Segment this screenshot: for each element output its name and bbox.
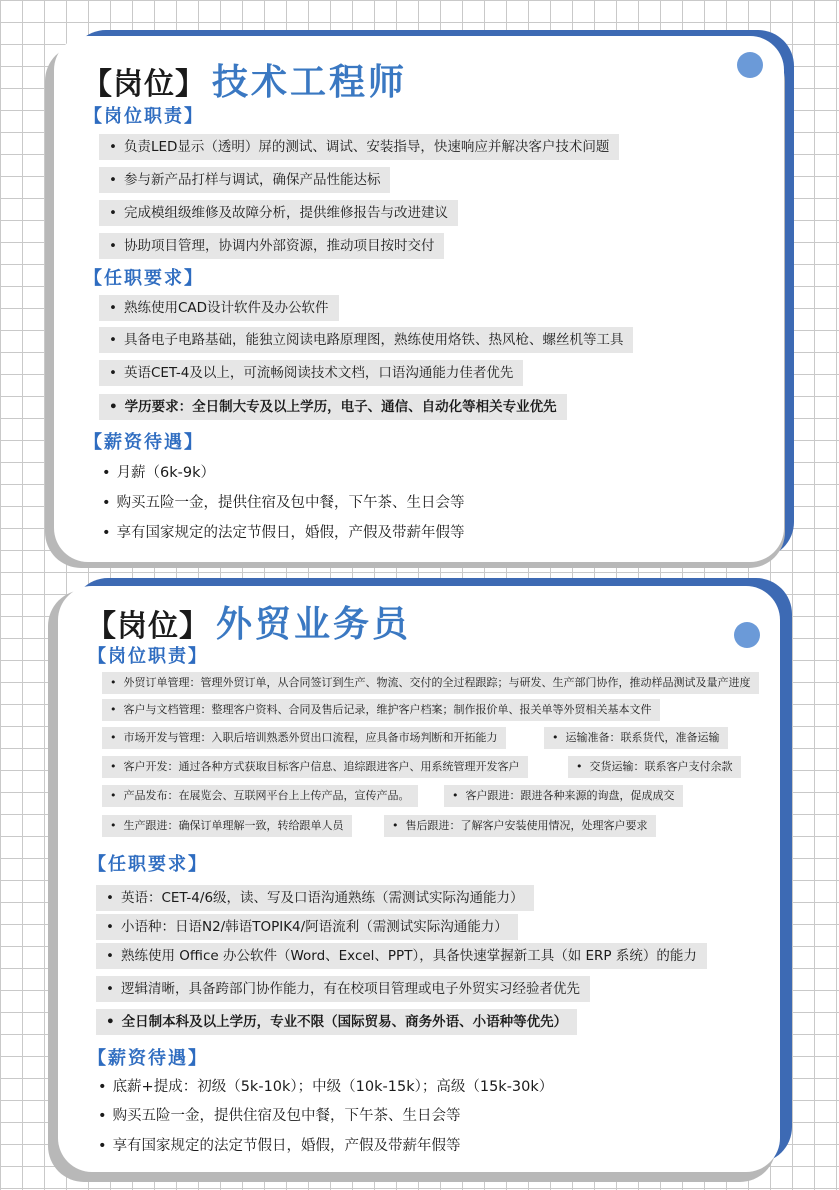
pay-item: • 享有国家规定的法定节假日，婚假，产假及带薪年假等 (98, 1138, 461, 1154)
duty-item: • 负责LED显示（透明）屏的测试、调试、安装指导，快速响应并解决客户技术问题 (99, 134, 619, 160)
pay-item: • 月薪（6k-9k） (102, 465, 216, 481)
duty-item: • 外贸订单管理：管理外贸订单，从合同签订到生产、物流、交付的全过程跟踪；与研发、生产部门协作，推动样品测试及量产进度 (102, 672, 759, 694)
pay-item: • 购买五险一金，提供住宿及包中餐，下午茶、生日会等 (102, 495, 465, 511)
duty-item: • 生产跟进：确保订单理解一致，转给跟单人员 (102, 815, 352, 837)
duty-item: • 产品发布：在展览会、互联网平台上上传产品，宣传产品。 (102, 785, 418, 807)
duty-item: • 交货运输：联系客户支付余款 (568, 756, 741, 778)
job-title: 技术工程师 (212, 62, 408, 103)
requirement-item: • 具备电子电路基础，能独立阅读电路原理图，熟练使用烙铁、热风枪、螺丝机等工具 (99, 327, 633, 353)
section-title-duties: 【岗位职责】 (84, 106, 204, 127)
requirement-item: • 熟练使用CAD设计软件及办公软件 (99, 295, 339, 321)
section-title-duties: 【岗位职责】 (88, 646, 208, 667)
card-title (86, 596, 411, 647)
requirement-item: • 英语：CET-4/6级，读、写及口语沟通熟练（需测试实际沟通能力） (96, 885, 534, 911)
duty-item: • 客户跟进：跟进各种来源的询盘，促成成交 (444, 785, 683, 807)
title-tag: 【岗位】 (86, 609, 210, 644)
section-title-requirements: 【任职要求】 (84, 268, 204, 289)
duty-item: • 客户与文档管理：整理客户资料、合同及售后记录，维护客户档案；制作报价单、报关单等外贸相关基本文件 (102, 699, 660, 721)
pay-item: • 享有国家规定的法定节假日，婚假，产假及带薪年假等 (102, 525, 465, 541)
title-tag: 【岗位】 (82, 67, 206, 102)
requirement-item: • 逻辑清晰，具备跨部门协作能力，有在校项目管理或电子外贸实习经验者优先 (96, 976, 590, 1002)
decorative-dot-icon (734, 622, 760, 648)
section-title-pay: 【薪资待遇】 (88, 1048, 208, 1069)
duty-item: • 参与新产品打样与调试，确保产品性能达标 (99, 167, 390, 193)
duty-item: • 客户开发：通过各种方式获取目标客户信息、追综跟进客户、用系统管理开发客户 (102, 756, 528, 778)
duty-item: • 完成模组级维修及故障分析，提供维修报告与改进建议 (99, 200, 458, 226)
section-title-pay: 【薪资待遇】 (84, 432, 204, 453)
section-title-requirements: 【任职要求】 (88, 854, 208, 875)
pay-item: • 购买五险一金，提供住宿及包中餐，下午茶、生日会等 (98, 1108, 461, 1124)
card-body (58, 586, 780, 1172)
requirement-item: • 小语种：日语N2/韩语TOPIK4/阿语流利（需测试实际沟通能力） (96, 914, 518, 940)
job-title: 外贸业务员 (216, 604, 412, 645)
requirement-item: • 英语CET-4及以上，可流畅阅读技术文档，口语沟通能力佳者优先 (99, 360, 523, 386)
requirement-item: • 全日制本科及以上学历，专业不限（国际贸易、商务外语、小语种等优先） (96, 1009, 577, 1035)
duty-item: • 市场开发与管理：入职后培训熟悉外贸出口流程，应具备市场判断和开拓能力 (102, 727, 506, 749)
requirement-item: • 熟练使用 Office 办公软件（Word、Excel、PPT），具备快速掌握新工具（如 ERP 系统）的能力 (96, 943, 707, 969)
duty-item: • 运输准备：联系货代，准备运输 (544, 727, 728, 749)
duty-item: • 售后跟进：了解客户安装使用情况，处理客户要求 (384, 815, 656, 837)
duty-item: • 协助项目管理，协调内外部资源，推动项目按时交付 (99, 233, 444, 259)
requirement-item: • 学历要求：全日制大专及以上学历，电子、通信、自动化等相关专业优先 (99, 394, 567, 420)
pay-item: • 底薪+提成：初级（5k-10k）；中级（10k-15k）；高级（15k-30k） (98, 1079, 554, 1095)
